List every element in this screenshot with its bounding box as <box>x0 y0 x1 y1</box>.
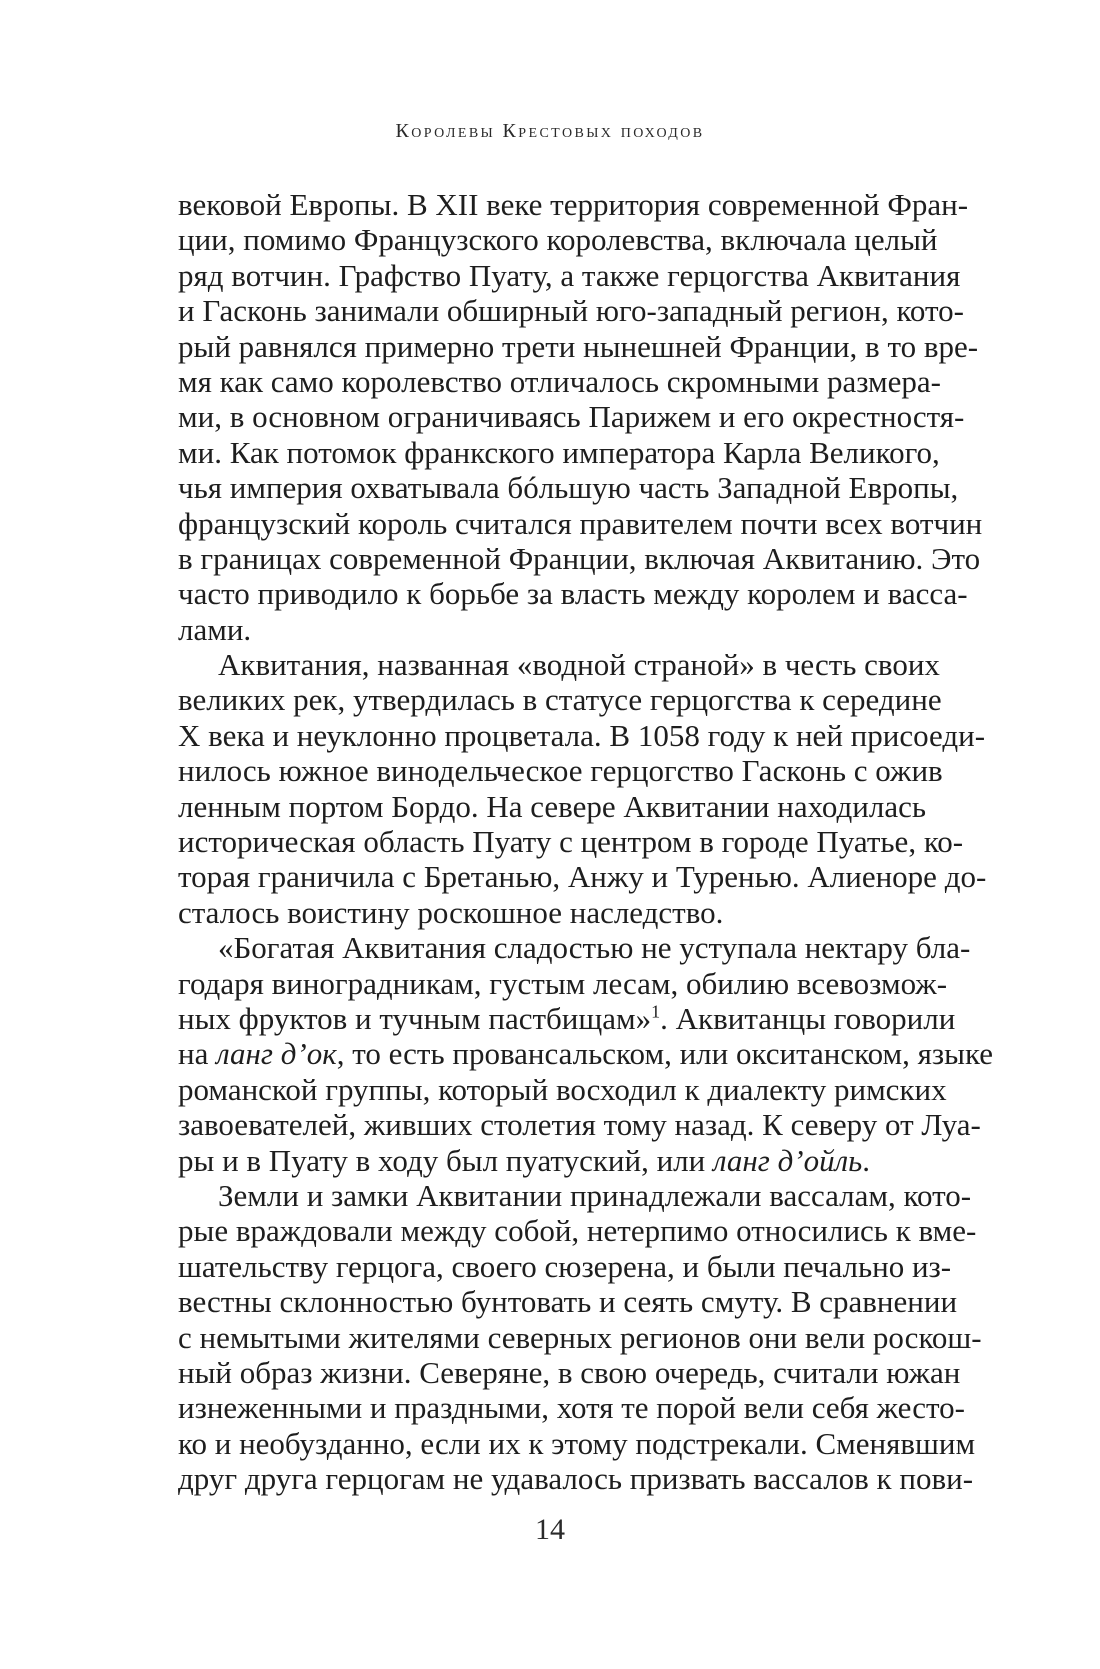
text-line: с немытыми жителями северных регионов они вели роскош- <box>178 1319 982 1355</box>
text-segment: , то есть провансальском, или окситанском, языке <box>336 1036 994 1072</box>
running-head: Королевы Крестовых походов <box>395 120 705 142</box>
text-line: X века и неуклонно процветала. В 1058 году к ней присоеди- <box>178 717 986 753</box>
paragraph <box>178 187 983 647</box>
text-line: ции, помимо Французского королевства, включала целый <box>178 222 938 258</box>
text-line: в границах современной Франции, включая Аквитанию. Это <box>178 540 981 576</box>
text-line: нилось южное винодельческое герцогство Гасконь с ожив <box>178 753 943 789</box>
page-number: 14 <box>535 1513 565 1546</box>
text-segment: на <box>178 1036 217 1072</box>
text-line: чья империя охватывала бóльшую часть Западной Европы, <box>178 470 959 506</box>
text-line <box>178 1143 921 1178</box>
text-line: изнеженными и праздными, хотя те порой вели себя жесто- <box>178 1390 965 1426</box>
text-segment: . <box>862 1142 870 1178</box>
text-line: ряд вотчин. Графство Пуату, а также герцогства Аквитания <box>178 257 961 293</box>
text-line: вестны склонностью бунтовать и сеять смуту. В сравнении <box>178 1284 958 1320</box>
text-line: романской группы, который восходил к диалекту римских <box>178 1071 947 1107</box>
text-line: вековой Европы. В XII веке территория современной Фран- <box>178 187 969 222</box>
text-line: ленным портом Бордо. На севере Аквитании находилась <box>178 788 927 824</box>
text-line: великих рек, утвердилась в статусе герцогства к середине <box>178 682 942 718</box>
text-line <box>178 1036 994 1072</box>
text-line: рый равнялся примерно трети нынешней Франции, в то вре- <box>178 328 979 364</box>
text-segment: ры и в Пуату в ходу был пуатуский, или <box>178 1142 713 1178</box>
text-line: сталось воистину роскошное наследство. <box>178 894 724 930</box>
text-line: историческая область Пуату с центром в городе Пуатье, ко- <box>178 824 964 860</box>
text-line: завоевателей, живших столетия тому назад. К северу от Луа- <box>178 1107 981 1143</box>
text-segment: ных фруктов и тучным пастбищам» <box>178 1000 652 1036</box>
text-line <box>178 1000 956 1036</box>
body-text <box>178 187 994 1497</box>
text-line: годаря виноградникам, густым лесам, обилию всевозмож- <box>178 965 948 1001</box>
text-line: ми, в основном ограничиваясь Парижем и его окрестностя- <box>178 399 965 435</box>
text-line: часто приводило к борьбе за власть между королем и васса- <box>178 576 968 612</box>
paragraph <box>178 647 987 930</box>
text-line: рые враждовали между собой, нетерпимо относились к вме- <box>178 1213 977 1249</box>
text-line: ко и необузданно, если их к этому подстрекали. Сменявшим <box>178 1425 976 1461</box>
text-line: и Гасконь занимали обширный юго-западный регион, кото- <box>178 293 964 329</box>
footnote-ref: 1 <box>651 1001 661 1022</box>
paragraph <box>178 1177 982 1497</box>
text-line: французский король считался правителем почти всех вотчин <box>178 505 983 541</box>
text-line: Земли и замки Аквитании принадлежали вассалам, кото- <box>218 1177 972 1213</box>
text-line: друг друга герцогам не удавалось призвать вассалов к пови- <box>178 1461 974 1497</box>
text-segment: . Аквитанцы говорили <box>660 1000 956 1036</box>
italic-term: ланг д’ойль <box>712 1142 863 1178</box>
text-line: шательству герцога, своего сюзерена, и были печально из- <box>178 1248 952 1284</box>
italic-term: ланг д’ок <box>216 1036 337 1072</box>
paragraph <box>178 930 994 1178</box>
text-line: «Богатая Аквитания сладостью не уступала нектару бла- <box>218 930 971 966</box>
text-line: мя как само королевство отличалось скромными размера- <box>178 363 941 399</box>
text-line: торая граничила с Бретанью, Анжу и Туренью. Алиеноре до- <box>178 859 987 895</box>
text-line: Аквитания, названная «водной страной» в честь своих <box>218 647 940 683</box>
text-line: ный образ жизни. Северяне, в свою очередь, считали южан <box>178 1354 961 1390</box>
text-line: ми. Как потомок франкского императора Карла Великого, <box>178 434 940 470</box>
text-line: лами. <box>178 611 252 647</box>
